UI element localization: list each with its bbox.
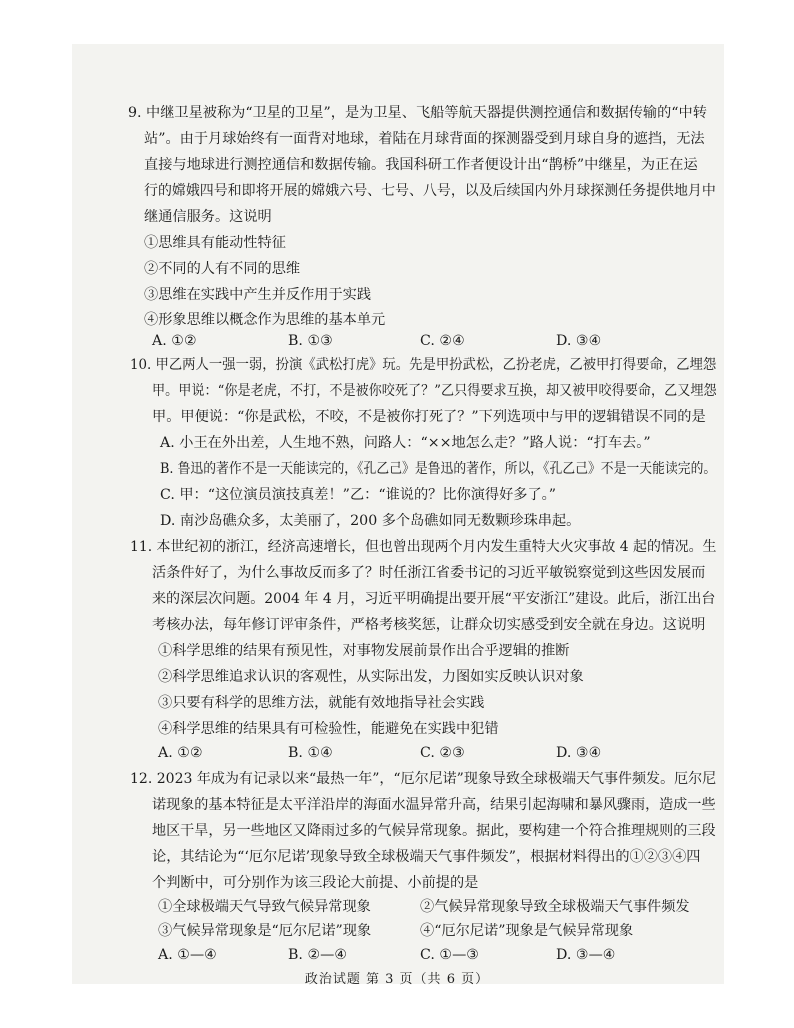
q10-option-d: D. 南沙岛礁众多，太美丽了，200 多个岛礁如同无数颗珍珠串起。 <box>160 513 581 529</box>
q9-statement-1: ①思维具有能动性特征 <box>144 235 286 251</box>
q11-line-2: 活条件好了，为什么事故反而多了？时任浙江省委书记的习近平敏锐察觉到这些因发展而 <box>152 565 706 581</box>
q10-option-b: B. 鲁迅的著作不是一天能读完的，《孔乙己》是鲁迅的著作，所以，《孔乙己》不是一天能读完的。 <box>160 461 717 477</box>
q9-statement-4: ④形象思维以概念作为思维的基本单元 <box>144 312 386 328</box>
q12-statement-1: ①全球极端天气导致气候异常现象 <box>158 899 371 915</box>
q11-statement-1: ①科学思维的结果有预见性，对事物发展前景作出合乎逻辑的推断 <box>158 643 570 659</box>
q12-line-5: 个判断中，可分别作为该三段论大前提、小前提的是 <box>152 875 479 891</box>
q10-line-2: 甲。甲说：“你是老虎，不打，不是被你咬死了？”乙只得要求互换，却又被甲咬得要命，乙又埋怨 <box>152 383 717 399</box>
q11-option-c: C. ②③ <box>420 745 465 761</box>
q12-statement-2: ②气候异常现象导致全球极端天气事件频发 <box>420 899 690 915</box>
q11-line-1: 11. 本世纪初的浙江，经济高速增长，但也曾出现两个月内发生重特大火灾事故 4 起的情况。生 <box>130 539 717 555</box>
q9-line-5: 继通信服务。这说明 <box>144 209 272 225</box>
q12-line-3: 地区干旱，另一些地区又降雨过多的气候异常现象。据此，要构建一个符合推理规则的三段 <box>152 823 716 839</box>
page-footer: 政治试题 第 3 页（共 6 页） <box>304 972 490 987</box>
q11-option-b: B. ①④ <box>288 745 333 761</box>
q10-line-3: 甲。甲便说：“你是武松，不咬，不是被你打死了？”下列选项中与甲的逻辑错误不同的是 <box>152 409 706 425</box>
q12-line-2: 诺现象的基本特征是太平洋沿岸的海面水温异常升高，结果引起海啸和暴风骤雨，造成一些 <box>152 797 716 813</box>
q12-line-4: 论，其结论为“‘厄尔尼诺’现象导致全球极端天气事件频发”，根据材料得出的①②③④四 <box>152 849 701 865</box>
q9-statement-3: ③思维在实践中产生并反作用于实践 <box>144 287 372 303</box>
q9-line-2: 站”。由于月球始终有一面背对地球，着陆在月球背面的探测器受到月球自身的遮挡，无法 <box>144 131 705 147</box>
q12-line-1: 12. 2023 年成为有记录以来“最热一年”，“厄尔尼诺”现象导致全球极端天气事件频发。厄尔尼 <box>130 771 717 787</box>
q12-statement-3: ③气候异常现象是“厄尔尼诺”现象 <box>158 923 372 939</box>
q11-statement-3: ③只要有科学的思维方法，就能有效地指导社会实践 <box>158 695 485 711</box>
q11-line-3: 来的深层次问题。2004 年 4 月，习近平明确提出要开展“平安浙江”建设。此后，浙江出台 <box>152 591 716 607</box>
q11-option-d: D. ③④ <box>556 745 602 761</box>
q10-option-c: C. 甲：“这位演员演技真差！”乙：“谁说的？比你演得好多了。” <box>160 487 556 503</box>
q10-line-1: 10. 甲乙两人一强一弱，扮演《武松打虎》玩。先是甲扮武松，乙扮老虎，乙被甲打得要命，乙埋怨 <box>130 357 717 373</box>
q12-statement-4: ④“厄尔尼诺”现象是气候异常现象 <box>420 923 634 939</box>
q9-option-a: A. ①② <box>152 333 197 349</box>
q11-statement-2: ②科学思维追求认识的客观性，从实际出发，力图如实反映认识对象 <box>158 669 584 685</box>
q11-line-4: 考核办法，每年修订评审条件，严格考核奖惩，让群众切实感受到安全就在身边。这说明 <box>152 617 706 633</box>
q12-option-d: D. ③—④ <box>556 947 616 963</box>
q9-option-d: D. ③④ <box>556 333 602 349</box>
q9-option-b: B. ①③ <box>288 333 333 349</box>
q9-statement-2: ②不同的人有不同的思维 <box>144 261 301 277</box>
q12-option-a: A. ①—④ <box>158 947 217 963</box>
q11-option-a: A. ①② <box>158 745 203 761</box>
q11-statement-4: ④科学思维的结果具有可检验性，能避免在实践中犯错 <box>158 721 499 737</box>
q12-option-c: C. ①—③ <box>420 947 479 963</box>
q9-line-4: 行的嫦娥四号和即将开展的嫦娥六号、七号、八号，以及后续国内外月球探测任务提供地月中 <box>144 183 716 199</box>
q12-option-b: B. ②—④ <box>288 947 348 963</box>
q9-line-1: 9. 中继卫星被称为“卫星的卫星”，是为卫星、飞船等航天器提供测控通信和数据传输的“中转 <box>128 105 707 121</box>
q9-line-3: 直接与地球进行测控通信和数据传输。我国科研工作者便设计出“鹊桥”中继星，为正在运 <box>144 157 698 173</box>
q10-option-a: A. 小王在外出差，人生地不熟，问路人：“××地怎么走？”路人说：“打车去。” <box>160 435 651 451</box>
q9-option-c: C. ②④ <box>420 333 465 349</box>
